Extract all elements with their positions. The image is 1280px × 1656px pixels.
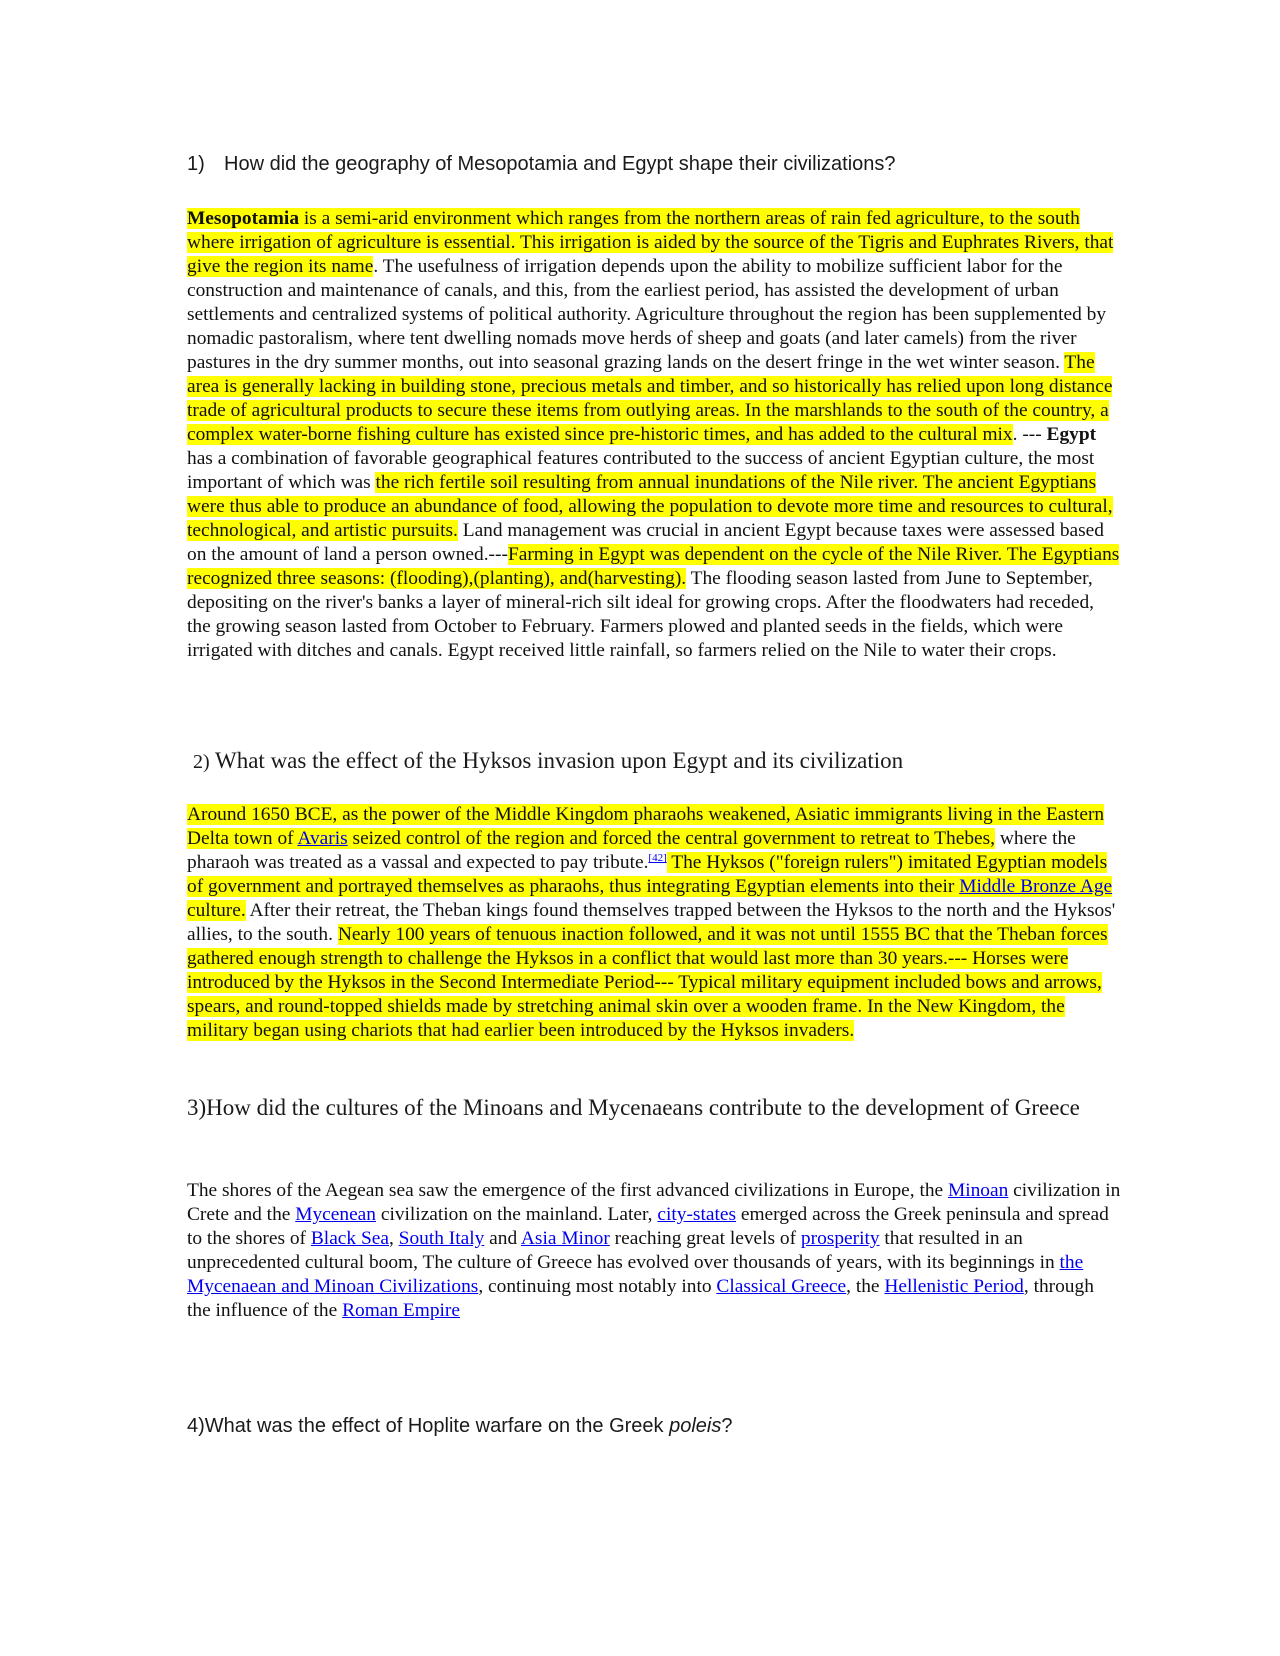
mycenaean-minoan-civilizations-link[interactable]: the Mycenaean and Minoan Civilizations xyxy=(187,1252,1084,1297)
a2-highlight-1 xyxy=(187,804,1104,849)
question-4-italic-term: poleis xyxy=(669,1415,722,1437)
a3-text-4: emerged across the Greek peninsula and spread to the shores of xyxy=(187,1204,1109,1249)
a3-text-3: civilization on the mainland. Later, xyxy=(376,1204,658,1225)
question-4-end: ? xyxy=(721,1415,733,1437)
a1-text-2: . The usefulness of irrigation depends upon the ability to mobilize sufficient labor for the construction and maintenance of canals, and this, from the earliest period, has assisted the development of urban settlements and centralized systems of political authority. Agriculture throughout the region has been supplemented by nomadic pastoralism, where tent dwelling nomads move herds of sheep and goats (and later camels) from the river pastures in the dry summer months, out into seasonal grazing lands on the desert fringe in the wet winter season. xyxy=(187,256,1107,373)
a2-text-1: Around 1650 BCE, as the power of the Middle Kingdom pharaohs weakened, Asiatic immigrants living in the Eastern Delta town of xyxy=(187,804,1105,849)
a2-text-2: seized control of the region and forced the central government to retreat to Thebes, xyxy=(347,828,996,849)
question-4-heading xyxy=(187,1413,732,1439)
a1-text-1: is a semi-arid environment which ranges from the northern areas of rain fed agriculture, to the south where irrigation of agriculture is essential. This irrigation is aided by the source of the Tigris and Euphrates Rivers, that give the region its name xyxy=(187,208,1114,277)
a2-text-6: After their retreat, the Theban kings found themselves trapped between the Hyksos to the north and the Hyksos' allies, to the south. xyxy=(187,900,1116,945)
question-1-heading xyxy=(187,151,896,177)
answer-2-paragraph xyxy=(187,803,1122,1043)
a3-text-5: , xyxy=(388,1228,399,1249)
a1-highlight-2: The area is generally lacking in building stone, precious metals and timber, and so historically has relied upon long distance trade of agricultural products to secure these items from outlying areas. In the marshlands to the south of the country, a complex water-borne fishing culture has existed since pre-historic times, and has added to the cultural mix xyxy=(187,352,1113,445)
a1-highlight-4: Farming in Egypt was dependent on the cycle of the Nile River. The Egyptians recognized three seasons: (flooding),(planting), and(harvesting). xyxy=(187,544,1120,589)
question-3-heading: 3)How did the cultures of the Minoans and Mycenaeans contribute to the development of Greece xyxy=(187,1095,1080,1120)
prosperity-link[interactable]: prosperity xyxy=(800,1228,880,1249)
a2-text-4: The Hyksos ("foreign rulers") imitated Egyptian models of government and portrayed themselves as pharaohs, thus integrating Egyptian elements into their xyxy=(187,852,1108,897)
a3-text-1: The shores of the Aegean sea saw the emergence of the first advanced civilizations in Europe, the xyxy=(187,1180,948,1201)
middle-bronze-age-link[interactable]: Middle Bronze Age xyxy=(959,876,1113,897)
a3-text-7: reaching great levels of xyxy=(609,1228,801,1249)
question-4-text: 4)What was the effect of Hoplite warfare on the Greek xyxy=(187,1415,670,1437)
a1-text-4: has a combination of favorable geographical features contributed to the success of ancient Egyptian culture, the most important of which was xyxy=(187,448,1095,493)
answer-3-paragraph xyxy=(187,1179,1122,1323)
minoan-link[interactable]: Minoan xyxy=(947,1180,1009,1201)
a2-text-5: culture. xyxy=(187,900,246,921)
a1-text-5: Land management was crucial in ancient Egypt because taxes were assessed based on the amount of land a person owned.--- xyxy=(187,520,1104,565)
a3-text-2: civilization in Crete and the xyxy=(187,1180,1121,1225)
city-states-link[interactable]: city-states xyxy=(657,1204,736,1225)
a1-text-6: The flooding season lasted from June to September, depositing on the river's banks a layer of mineral-rich silt ideal for growing crops. After the floodwaters had receded, the growing season lasted from October to February. Farmers plowed and planted seeds in the fields, which were irrigated with ditches and canals. Egypt received little rainfall, so farmers relied on the Nile to water their crops. xyxy=(187,568,1095,661)
citation-42-link[interactable]: [42] xyxy=(648,852,667,864)
asia-minor-link[interactable]: Asia Minor xyxy=(520,1228,610,1249)
question-2-number: 2) xyxy=(193,751,210,773)
question-2-heading xyxy=(193,746,903,777)
a3-text-10: , the xyxy=(846,1276,885,1297)
a1-term-egypt: Egypt xyxy=(1046,424,1097,445)
answer-1-paragraph xyxy=(187,207,1122,663)
mycenean-link[interactable]: Mycenean xyxy=(295,1204,376,1225)
roman-empire-link[interactable]: Roman Empire xyxy=(342,1300,460,1321)
south-italy-link[interactable]: South Italy xyxy=(398,1228,485,1249)
a1-highlight-3: the rich fertile soil resulting from annual inundations of the Nile river. The ancient Egyptians were thus able to produce an abundance of food, allowing the population to devote more time and resources to cultural, technological, and artistic pursuits. xyxy=(187,472,1113,541)
a2-highlight-3: Nearly 100 years of tenuous inaction followed, and it was not until 1555 BC that the Theban forces gathered enough strength to challenge the Hyksos in a conflict that would last more than 30 years.--- Horses were introduced by the Hyksos in the Second Intermediate Period--- Typical military equipment included bows and arrows, spears, and round-topped shields made by stretching animal skin over a wooden frame. In the New Kingdom, the military began using chariots that had earlier been introduced by the Hyksos invaders. xyxy=(187,924,1108,1041)
a2-text-3: where the pharaoh was treated as a vassal and expected to pay tribute. xyxy=(187,828,1076,873)
avaris-link[interactable]: Avaris xyxy=(297,828,348,849)
a3-text-9: , continuing most notably into xyxy=(478,1276,717,1297)
a3-text-8: that resulted in an unprecedented cultural boom, The culture of Greece has evolved over thousands of years, with its beginnings in xyxy=(187,1228,1060,1273)
question-1-number: 1) xyxy=(187,153,205,175)
a3-text-11: , through the influence of the xyxy=(187,1276,1094,1321)
question-1-text: How did the geography of Mesopotamia and Egypt shape their civilizations? xyxy=(224,153,896,175)
a1-term-mesopotamia: Mesopotamia xyxy=(187,208,300,229)
black-sea-link[interactable]: Black Sea xyxy=(310,1228,389,1249)
question-2-text: What was the effect of the Hyksos invasion upon Egypt and its civilization xyxy=(209,748,904,773)
classical-greece-link[interactable]: Classical Greece xyxy=(716,1276,847,1297)
hellenistic-period-link[interactable]: Hellenistic Period xyxy=(884,1276,1024,1297)
a3-text-6: and xyxy=(484,1228,521,1249)
a1-text-3: . --- xyxy=(1012,424,1047,445)
